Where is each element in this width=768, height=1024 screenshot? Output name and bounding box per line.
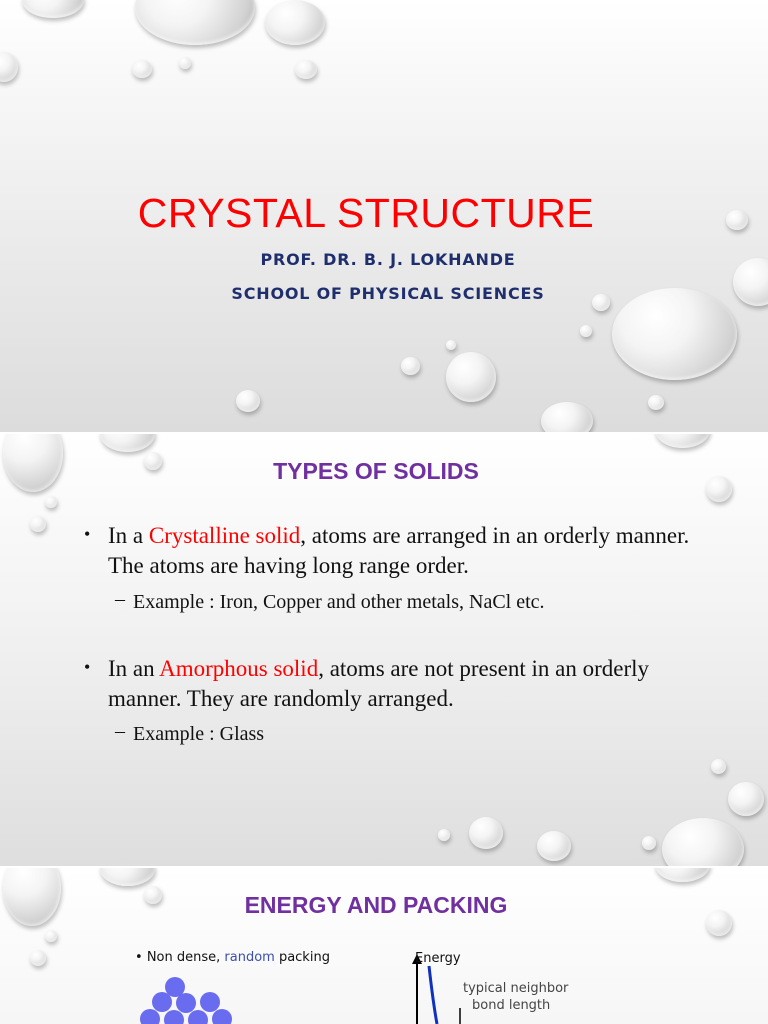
water-drop [655, 868, 710, 882]
bond-length-annotation-line: typical neighbor [463, 981, 569, 996]
atom [164, 1010, 184, 1024]
atom [212, 1009, 232, 1024]
sub-bullet-marker: – [115, 720, 125, 742]
bullet-amorphous [84, 654, 704, 714]
random-packing-illustration [136, 974, 236, 1024]
water-drop [438, 829, 450, 841]
bullet-rest: , atoms are not present in an orderly manner. They are randomly arranged. [108, 656, 650, 711]
water-drop [446, 340, 456, 350]
water-drop [446, 352, 496, 402]
water-drop [711, 759, 726, 774]
water-drop [236, 390, 260, 412]
bullet-prefix: In a [108, 523, 149, 548]
bond-length-annotation [463, 980, 603, 1014]
atom [140, 1009, 160, 1024]
bullet-suffix: packing [274, 950, 330, 965]
presentation-title: CRYSTAL STRUCTURE [137, 190, 595, 236]
water-drop [537, 831, 571, 861]
atom [176, 993, 196, 1013]
term-random: random [224, 950, 275, 965]
water-drop [30, 950, 46, 966]
sub-bullet-crystalline-example [115, 589, 715, 615]
bullet-rest: , atoms are arranged in an orderly manner. The atoms are having long range order. [108, 523, 690, 578]
water-drop [135, 0, 255, 45]
energy-and-packing-slide [0, 868, 768, 1024]
water-drop [655, 434, 710, 448]
example-text: Example : Glass [133, 723, 265, 745]
bullet-prefix: Non dense, [146, 950, 225, 965]
types-of-solids-slide [0, 434, 768, 866]
water-drop [30, 516, 46, 532]
water-drop [642, 836, 656, 850]
slide-title: ENERGY AND PACKING [244, 892, 508, 918]
bullet-prefix: In an [108, 656, 160, 681]
water-drop [648, 395, 664, 410]
bullet-marker: • [135, 950, 143, 965]
title-slide [0, 0, 768, 432]
atom [188, 1010, 208, 1024]
water-drop [45, 496, 57, 508]
energy-curve [429, 966, 437, 1024]
bond-length-annotation-line: bond length [472, 998, 551, 1013]
water-drop [100, 868, 155, 886]
affiliation: SCHOOL OF PHYSICAL SCIENCES [231, 284, 545, 303]
atom [152, 992, 172, 1012]
author-name: PROF. DR. B. J. LOKHANDE [260, 250, 516, 269]
bullet-non-dense [135, 950, 330, 965]
water-drop [22, 0, 84, 18]
water-drop [469, 817, 503, 849]
water-drop [541, 402, 593, 432]
atom [200, 992, 220, 1012]
sub-bullet-amorphous-example [115, 721, 715, 747]
bullet-text [108, 654, 704, 714]
water-drop [662, 818, 744, 866]
water-drop [728, 782, 764, 816]
bullet-marker: • [84, 524, 91, 544]
water-drop [179, 57, 191, 69]
water-drop [265, 0, 325, 45]
water-drop [401, 357, 420, 375]
water-drop [132, 60, 152, 78]
example-text: Example : Iron, Copper and other metals, NaCl etc. [133, 591, 545, 613]
bullet-crystalline [84, 521, 704, 581]
water-drop [580, 325, 592, 337]
bullet-marker: • [84, 657, 91, 677]
water-drop [100, 434, 155, 452]
water-drop [0, 52, 18, 82]
water-drop [45, 930, 57, 942]
slide-title: TYPES OF SOLIDS [273, 458, 479, 484]
sub-bullet-marker: – [115, 588, 125, 610]
energy-axis-label: Energy [415, 951, 461, 966]
term-crystalline-solid: Crystalline solid [148, 523, 301, 548]
bullet-text [108, 521, 704, 581]
term-amorphous-solid: Amorphous solid [159, 656, 319, 681]
water-drop [295, 60, 317, 79]
